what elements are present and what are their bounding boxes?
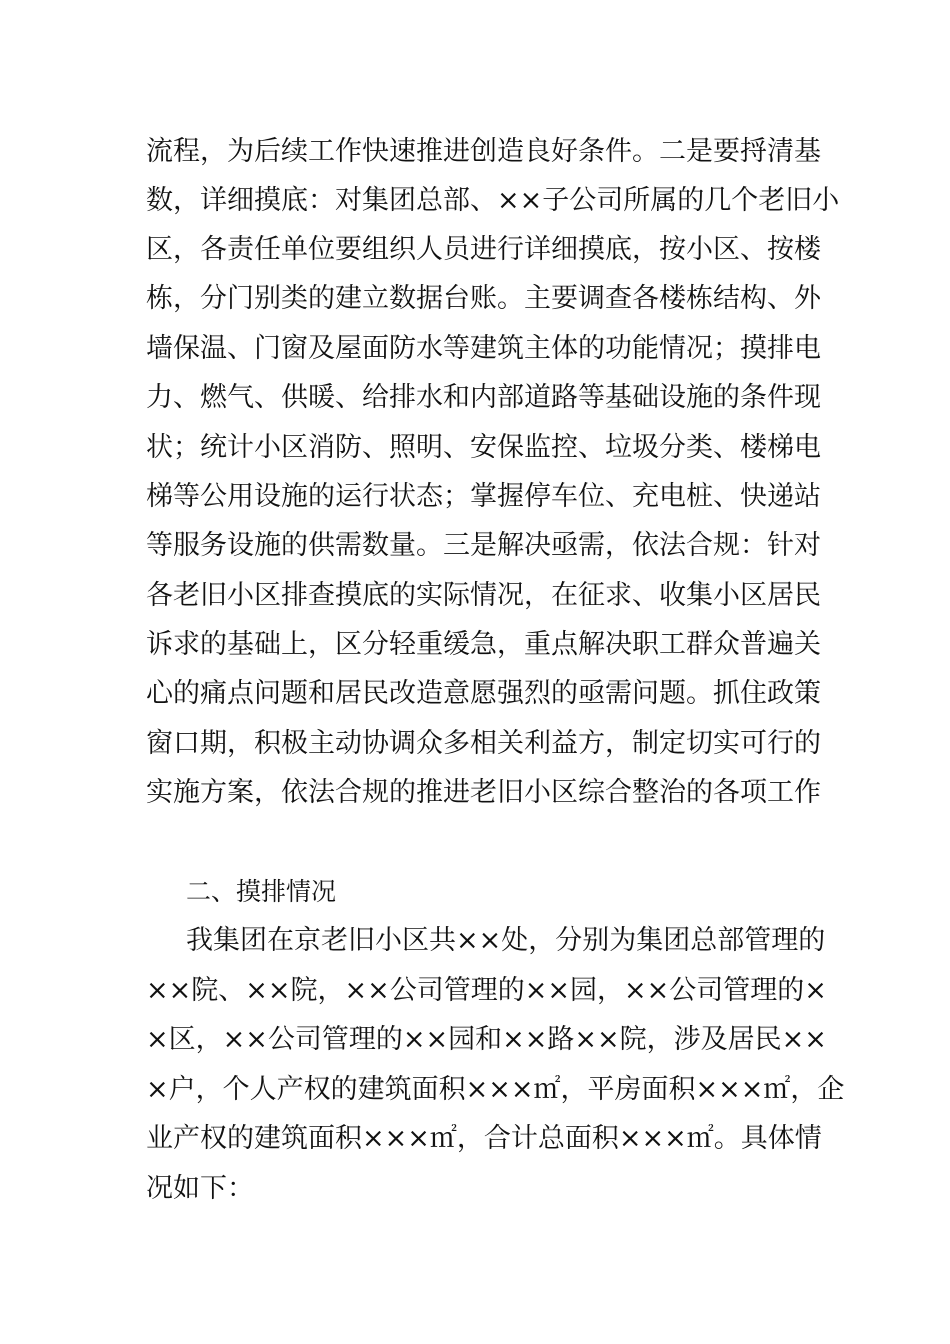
paragraph-line: 诉求的基础上，区分轻重缓急，重点解决职工群众普遍关 — [146, 629, 821, 660]
paragraph-line: 梯等公用设施的运行状态；掌握停车位、充电桩、快递站 — [146, 481, 821, 512]
paragraph-line: 等服务设施的供需数量。三是解决亟需，依法合规：针对 — [146, 530, 821, 561]
paragraph-line: 窗口期，积极主动协调众多相关利益方，制定切实可行的 — [146, 728, 821, 759]
paragraph-line: 实施方案，依法合规的推进老旧小区综合整治的各项工作 — [146, 777, 821, 808]
paragraph-line: 心的痛点问题和居民改造意愿强烈的亟需问题。抓住政策 — [146, 678, 821, 709]
paragraph-line: 栋，分门别类的建立数据台账。主要调查各楼栋结构、外 — [146, 283, 821, 314]
paragraph-line: ×户，个人产权的建筑面积×××㎡，平房面积×××㎡，企 — [146, 1074, 845, 1105]
paragraph-line: 我集团在京老旧小区共××处，分别为集团总部管理的 — [186, 925, 826, 956]
paragraph-line: 数，详细摸底：对集团总部、××子公司所属的几个老旧小 — [146, 185, 840, 216]
paragraph-line: 状；统计小区消防、照明、安保监控、垃圾分类、楼梯电 — [146, 432, 821, 463]
paragraph-line: 力、燃气、供暖、给排水和内部道路等基础设施的条件现 — [146, 382, 821, 413]
paragraph-line: ×区，××公司管理的××园和××路××院，涉及居民×× — [146, 1024, 827, 1055]
section-heading: 二、摸排情况 — [186, 877, 337, 906]
paragraph-line: 区，各责任单位要组织人员进行详细摸底，按小区、按楼 — [146, 234, 821, 265]
paragraph-line: 业产权的建筑面积×××㎡，合计总面积×××㎡。具体情 — [146, 1123, 822, 1154]
paragraph-line: 流程，为后续工作快速推进创造良好条件。二是要捋清基 — [146, 136, 821, 167]
paragraph-line: 况如下： — [146, 1173, 254, 1204]
paragraph-line: 墙保温、门窗及屋面防水等建筑主体的功能情况；摸排电 — [146, 333, 821, 364]
paragraph-line: 各老旧小区排查摸底的实际情况，在征求、收集小区居民 — [146, 580, 821, 611]
paragraph-line: ××院、××院，××公司管理的××园，××公司管理的× — [146, 975, 827, 1006]
